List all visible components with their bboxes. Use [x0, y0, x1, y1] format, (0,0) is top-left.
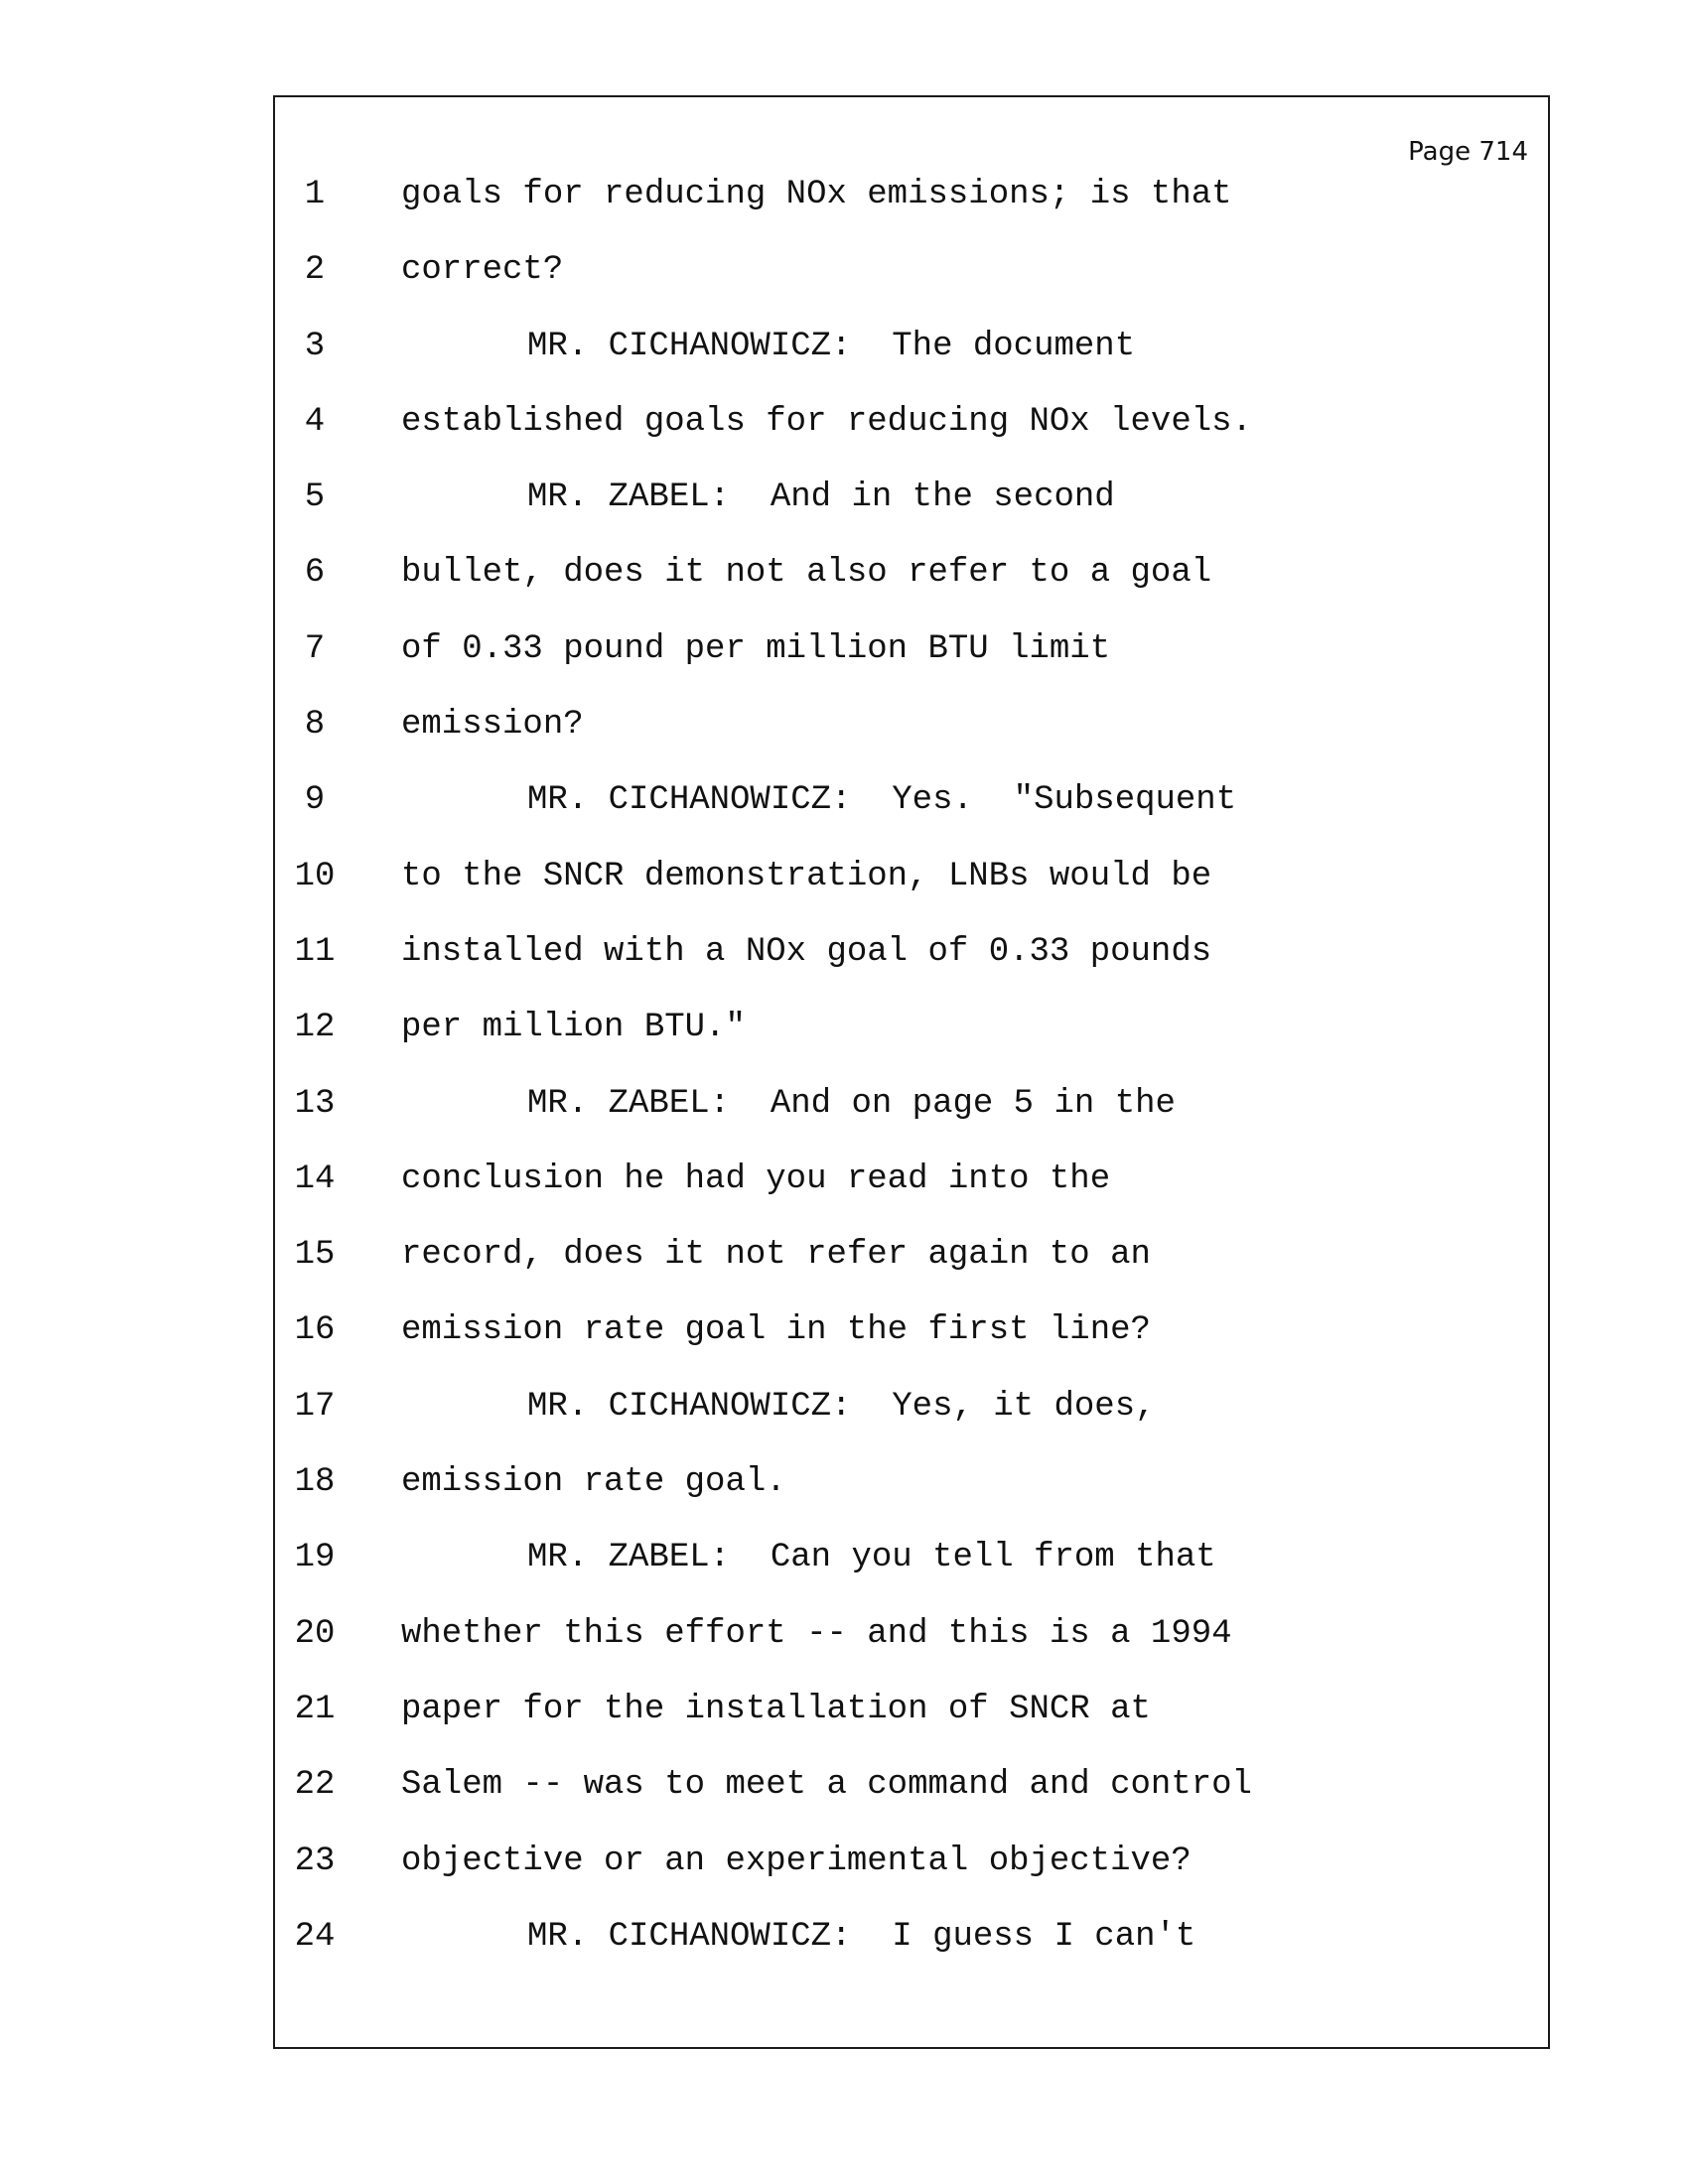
- line-number: 9: [304, 781, 326, 820]
- line-text: whether this effort -- and this is a 1994: [401, 1614, 1232, 1653]
- line-number: 10: [294, 857, 336, 895]
- line-text: MR. CICHANOWICZ: Yes. "Subsequent: [527, 781, 1237, 820]
- line-number: 1: [304, 176, 326, 213]
- line-text: record, does it not refer again to an: [401, 1236, 1151, 1275]
- line-number: 4: [304, 402, 326, 441]
- transcript-line: [275, 232, 1548, 308]
- transcript-line: [275, 1444, 1548, 1520]
- line-number: 11: [294, 932, 336, 971]
- line-number: 14: [294, 1160, 336, 1198]
- transcript-lines: [275, 157, 1548, 1975]
- line-number: 7: [304, 629, 326, 668]
- transcript-line: [275, 1293, 1548, 1368]
- line-text: MR. CICHANOWICZ: The document: [527, 327, 1136, 365]
- line-text: MR. CICHANOWICZ: Yes, it does,: [527, 1387, 1156, 1426]
- line-text: objective or an experimental objective?: [401, 1842, 1192, 1880]
- line-text: MR. ZABEL: Can you tell from that: [527, 1539, 1216, 1577]
- line-number: 8: [304, 706, 326, 745]
- line-text: emission rate goal.: [401, 1463, 786, 1502]
- transcript-line: [275, 839, 1548, 914]
- line-text: MR. CICHANOWICZ: I guess I can't: [527, 1917, 1196, 1956]
- transcript-line: [275, 535, 1548, 611]
- transcript-line: [275, 914, 1548, 990]
- line-number: 17: [294, 1387, 336, 1426]
- transcript-line: [275, 1217, 1548, 1293]
- line-number: 2: [304, 251, 326, 290]
- transcript-line: [275, 762, 1548, 838]
- transcript-line: [275, 990, 1548, 1065]
- line-text: correct?: [401, 251, 564, 290]
- line-number: 20: [294, 1614, 336, 1653]
- transcript-line: [275, 384, 1548, 460]
- transcript-line: [275, 1672, 1548, 1747]
- line-number: 18: [294, 1463, 336, 1502]
- transcript-line: [275, 687, 1548, 762]
- line-text: conclusion he had you read into the: [401, 1160, 1111, 1198]
- line-number: 24: [294, 1917, 336, 1956]
- transcript-line: [275, 1142, 1548, 1217]
- line-number: 23: [294, 1842, 336, 1880]
- transcript-line: [275, 612, 1548, 687]
- transcript-line: [275, 309, 1548, 384]
- line-text: MR. ZABEL: And on page 5 in the: [527, 1084, 1176, 1123]
- line-text: of 0.33 pound per million BTU limit: [401, 629, 1111, 668]
- transcript-line: [275, 1747, 1548, 1823]
- line-number: 3: [304, 327, 326, 365]
- line-number: 19: [294, 1539, 336, 1577]
- line-number: 13: [294, 1084, 336, 1123]
- line-text: MR. ZABEL: And in the second: [527, 478, 1115, 517]
- transcript-line: [275, 1066, 1548, 1142]
- transcript-line: [275, 157, 1548, 232]
- line-number: 16: [294, 1311, 336, 1350]
- line-text: emission?: [401, 706, 584, 745]
- page-number: Page 714: [1408, 137, 1528, 167]
- line-text: established goals for reducing NOx levels.: [401, 402, 1252, 441]
- transcript-line: [275, 1596, 1548, 1672]
- line-number: 6: [304, 554, 326, 593]
- transcript-line: [275, 1369, 1548, 1444]
- line-number: 22: [294, 1766, 336, 1805]
- line-number: 21: [294, 1690, 336, 1728]
- transcript-line: [275, 1899, 1548, 1975]
- line-text: installed with a NOx goal of 0.33 pounds: [401, 932, 1212, 971]
- transcript-line: [275, 460, 1548, 535]
- transcript-line: [275, 1824, 1548, 1899]
- line-text: paper for the installation of SNCR at: [401, 1690, 1151, 1728]
- line-text: Salem -- was to meet a command and control: [401, 1766, 1252, 1805]
- transcript-page: [273, 95, 1550, 2049]
- line-text: emission rate goal in the first line?: [401, 1311, 1151, 1350]
- line-text: bullet, does it not also refer to a goal: [401, 554, 1212, 593]
- transcript-line: [275, 1520, 1548, 1595]
- line-number: 15: [294, 1236, 336, 1275]
- line-text: per million BTU.": [401, 1009, 746, 1047]
- line-text: goals for reducing NOx emissions; is that: [401, 176, 1232, 213]
- line-text: to the SNCR demonstration, LNBs would be: [401, 857, 1212, 895]
- line-number: 12: [294, 1009, 336, 1047]
- line-number: 5: [304, 478, 326, 517]
